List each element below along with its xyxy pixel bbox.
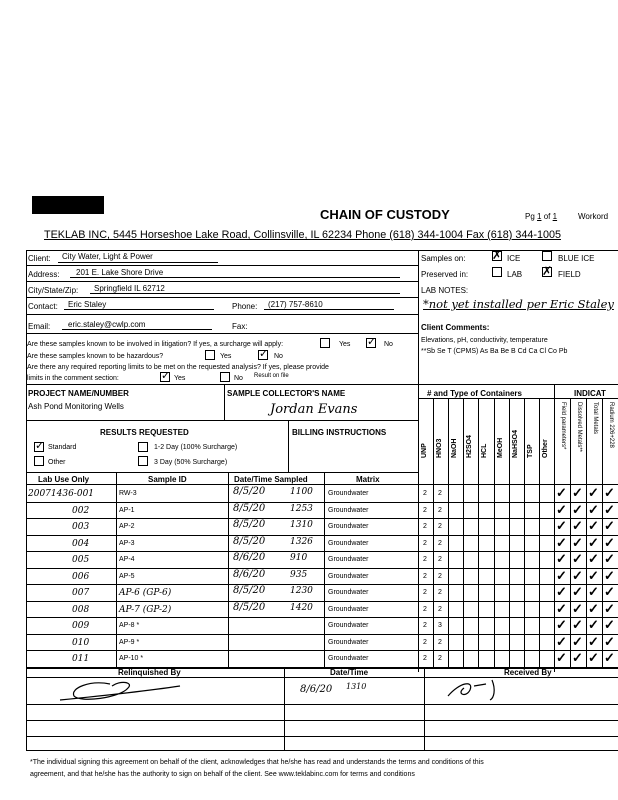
row-analysis-check: ✓ xyxy=(556,617,567,632)
row-analysis-check: ✓ xyxy=(588,633,599,649)
row-sample-id: AP-7 (GP-2) xyxy=(119,604,172,615)
row-lab-id: 006 xyxy=(72,571,90,582)
row-analysis-check: ✓ xyxy=(572,518,583,533)
row-unp-count: 2 xyxy=(423,638,427,646)
row-analysis-check: ✓ xyxy=(588,518,599,533)
collector-label: SAMPLE COLLECTOR'S NAME xyxy=(227,389,346,398)
preserved-lab-label: LAB xyxy=(507,270,523,279)
row-lab-id: 010 xyxy=(72,637,90,648)
container-col-tsp: TSP xyxy=(526,444,534,458)
row-hno3-count: 2 xyxy=(438,655,442,662)
blue-ice-label: BLUE ICE xyxy=(558,254,595,263)
row-hno3-count: 2 xyxy=(438,506,442,514)
one-two-day-label: 1-2 Day (100% Surcharge) xyxy=(154,444,238,451)
email-label: Email: xyxy=(28,322,51,331)
signature-date-time-label: Date/Time xyxy=(330,668,369,677)
litigation-question: Are these samples known to be involved in litigation? If yes, a surcharge will apply: xyxy=(27,341,284,348)
fax-label: Fax: xyxy=(232,322,248,331)
row-date: 8/5/20 xyxy=(233,486,266,497)
container-col-h2so4: H2SO4 xyxy=(466,435,474,458)
row-analysis-check: ✓ xyxy=(572,600,583,616)
client-comments-label: Client Comments: xyxy=(421,323,490,332)
analysis-col-4: Radium 226+228 xyxy=(608,402,614,448)
samples-on-label: Samples on: xyxy=(421,254,466,263)
row-analysis-check: ✓ xyxy=(572,501,583,517)
ice-check: ✗ xyxy=(492,248,503,262)
row-analysis-check: ✓ xyxy=(604,567,615,583)
col-header-date-time: Date/Time Sampled xyxy=(234,475,308,484)
hazardous-yes-checkbox[interactable] xyxy=(205,350,215,360)
row-analysis-check: ✓ xyxy=(572,534,583,550)
redaction-block xyxy=(32,196,104,214)
container-col-naoh: NaOH xyxy=(451,438,459,458)
row-matrix: Groundwater xyxy=(328,655,369,662)
lab-notes-handwriting: *not yet installed per Eric Staley xyxy=(423,297,614,311)
row-analysis-check: ✓ xyxy=(572,633,583,649)
limits-yes-check: ✓ xyxy=(161,370,171,382)
client-comments-line-2: **Sb Se T (CPMS) As Ba Be B Cd Ca Cl Co Pb xyxy=(421,348,568,355)
row-time: 1100 xyxy=(290,487,313,497)
address-label: Address: xyxy=(28,270,60,279)
row-analysis-check: ✓ xyxy=(588,534,599,550)
workorder-label: Workord xyxy=(578,212,609,221)
row-matrix: Groundwater xyxy=(328,490,369,497)
row-sample-id: AP-10 * xyxy=(119,655,144,662)
row-sample-id: AP-4 xyxy=(119,556,135,563)
row-analysis-check: ✓ xyxy=(604,501,615,517)
row-hno3-count: 2 xyxy=(438,572,442,580)
row-analysis-check: ✓ xyxy=(556,584,567,599)
row-unp-count: 2 xyxy=(423,589,427,596)
relinquished-date: 8/6/20 xyxy=(300,684,333,695)
row-date: 8/6/20 xyxy=(233,552,266,563)
three-day-label: 3 Day (50% Surcharge) xyxy=(154,459,228,466)
row-analysis-check: ✓ xyxy=(572,617,583,632)
city-state-zip-label: City/State/Zip: xyxy=(28,286,79,295)
row-lab-id: 003 xyxy=(72,522,90,532)
other-label: Other xyxy=(48,459,66,466)
collector-signature: Jordan Evans xyxy=(270,402,358,417)
container-col-hno3: HNO3 xyxy=(436,438,444,458)
project-label: PROJECT NAME/NUMBER xyxy=(28,389,129,398)
lab-notes-label: LAB NOTES: xyxy=(421,286,469,295)
one-two-day-checkbox[interactable] xyxy=(138,442,148,452)
row-lab-id: 007 xyxy=(72,588,90,598)
row-matrix: Groundwater xyxy=(328,605,369,613)
container-col-meoh: MeOH xyxy=(496,437,504,458)
footer-line-1: *The individual signing this agreement on behalf of the client, acknowledges that he/she has read and understands the terms and conditions of this xyxy=(30,759,484,766)
row-lab-id: 009 xyxy=(72,621,90,631)
row-analysis-check: ✓ xyxy=(604,600,615,616)
row-analysis-check: ✓ xyxy=(572,567,583,583)
phone-value: (217) 757-8610 xyxy=(268,300,323,309)
row-analysis-check: ✓ xyxy=(588,650,599,665)
hazardous-no-label: No xyxy=(274,353,283,360)
row-sample-id: AP-1 xyxy=(119,506,135,514)
row-time: 1253 xyxy=(290,503,313,514)
row-sample-id: AP-2 xyxy=(119,523,135,530)
row-analysis-check: ✓ xyxy=(588,567,599,583)
page-indicator: Pg 1 of 1 xyxy=(525,212,558,221)
row-sample-id: AP-6 (GP-6) xyxy=(119,588,172,598)
row-hno3-count: 2 xyxy=(438,556,442,563)
client-value: City Water, Light & Power xyxy=(62,252,153,261)
col-header-lab-use: Lab Use Only xyxy=(38,475,90,484)
container-col-other: Other xyxy=(541,439,549,458)
row-unp-count: 2 xyxy=(423,490,427,497)
litigation-no-check: ✓ xyxy=(367,336,377,348)
row-lab-id: 004 xyxy=(72,538,90,549)
row-analysis-check: ✓ xyxy=(556,534,567,550)
litigation-yes-checkbox[interactable] xyxy=(320,338,330,348)
received-signature xyxy=(440,676,520,702)
row-date: 8/5/20 xyxy=(233,519,266,530)
row-unp-count: 2 xyxy=(423,572,427,580)
row-analysis-check: ✓ xyxy=(556,600,567,616)
blue-ice-checkbox[interactable] xyxy=(542,251,552,261)
row-date: 8/5/20 xyxy=(233,601,266,613)
preserved-field-check: ✗ xyxy=(542,264,553,278)
row-time: 1230 xyxy=(290,586,313,596)
row-lab-id: 008 xyxy=(72,604,90,615)
contact-label: Contact: xyxy=(28,302,58,311)
row-hno3-count: 2 xyxy=(438,539,442,547)
contact-value: Eric Staley xyxy=(68,300,107,309)
row-matrix: Groundwater xyxy=(328,638,369,646)
row-unp-count: 2 xyxy=(423,655,427,662)
analysis-col-2: Dissolved Metals** xyxy=(576,402,582,453)
limits-no-checkbox[interactable] xyxy=(220,372,230,382)
row-analysis-check: ✓ xyxy=(556,518,567,533)
standard-label: Standard xyxy=(48,444,77,451)
row-hno3-count: 2 xyxy=(438,605,442,613)
city-state-zip-value: Springfield IL 62712 xyxy=(94,284,165,293)
row-analysis-check: ✓ xyxy=(604,534,615,550)
row-analysis-check: ✓ xyxy=(588,551,599,566)
row-unp-count: 2 xyxy=(423,539,427,547)
row-date: 8/6/20 xyxy=(233,568,266,580)
row-time: 910 xyxy=(290,553,308,563)
row-time: 1326 xyxy=(290,536,313,547)
row-hno3-count: 2 xyxy=(438,638,442,646)
row-matrix: Groundwater xyxy=(328,622,369,629)
row-analysis-check: ✓ xyxy=(556,501,567,517)
row-analysis-check: ✓ xyxy=(588,485,599,500)
row-analysis-check: ✓ xyxy=(588,600,599,616)
row-time: 935 xyxy=(290,569,308,580)
containers-header: # and Type of Containers xyxy=(427,389,522,398)
limits-yes-label: Yes xyxy=(174,375,186,382)
ice-label: ICE xyxy=(507,254,521,263)
row-analysis-check: ✓ xyxy=(604,617,615,632)
reporting-limits-question: Are there any required reporting limits to be met on the requested analysis? If yes, please provide xyxy=(27,364,329,371)
relinquished-signature xyxy=(50,678,200,704)
row-matrix: Groundwater xyxy=(328,572,369,580)
row-unp-count: 2 xyxy=(423,556,427,563)
row-sample-id: AP-8 * xyxy=(119,622,140,629)
container-col-hcl: HCL xyxy=(481,443,489,458)
row-analysis-check: ✓ xyxy=(556,650,567,665)
row-hno3-count: 2 xyxy=(438,523,442,530)
address-value: 201 E. Lake Shore Drive xyxy=(76,268,164,277)
row-unp-count: 2 xyxy=(423,622,427,629)
hazardous-question: Are these samples known to be hazardous? xyxy=(27,353,164,360)
lab-address-line: TEKLAB INC, 5445 Horseshoe Lake Road, Collinsville, IL 62234 Phone (618) 344-1004 Fax (618) 344-1005 xyxy=(44,229,561,241)
litigation-no-label: No xyxy=(384,341,393,348)
hazardous-no-check: ✓ xyxy=(259,348,269,360)
phone-label: Phone: xyxy=(232,302,258,311)
hazardous-yes-label: Yes xyxy=(220,353,232,360)
billing-instructions-label: BILLING INSTRUCTIONS xyxy=(292,428,387,437)
other-checkbox[interactable] xyxy=(34,456,44,466)
row-unp-count: 2 xyxy=(423,506,427,514)
row-analysis-check: ✓ xyxy=(604,551,615,566)
container-col-nahso4: NaHSO4 xyxy=(511,429,519,458)
row-analysis-check: ✓ xyxy=(588,501,599,517)
row-matrix: Groundwater xyxy=(328,539,369,547)
row-hno3-count: 3 xyxy=(438,622,442,629)
row-analysis-check: ✓ xyxy=(604,518,615,533)
row-lab-id: 002 xyxy=(72,505,90,516)
row-lab-id: 005 xyxy=(72,555,90,565)
relinquished-by-label: Relinquished By xyxy=(118,668,181,677)
row-date: 8/5/20 xyxy=(233,535,266,547)
preserved-in-label: Preserved in: xyxy=(421,270,469,279)
row-hno3-count: 2 xyxy=(438,490,442,497)
limits-note: Result on file xyxy=(254,373,289,379)
row-sample-id: AP-9 * xyxy=(119,638,140,646)
three-day-checkbox[interactable] xyxy=(138,456,148,466)
row-sample-id: AP-3 xyxy=(119,539,135,547)
row-analysis-check: ✓ xyxy=(556,551,567,566)
footer-line-2: agreement, and that he/she has the authority to sign on behalf of the client. See www.teklabinc.com for terms and conditions xyxy=(30,771,415,778)
analysis-col-1: Field parameters* xyxy=(560,402,566,450)
col-header-matrix: Matrix xyxy=(356,475,380,484)
row-date: 8/5/20 xyxy=(233,502,266,514)
row-matrix: Groundwater xyxy=(328,523,369,530)
form-title: CHAIN OF CUSTODY xyxy=(320,207,450,222)
row-analysis-check: ✓ xyxy=(588,617,599,632)
preserved-field-label: FIELD xyxy=(558,270,581,279)
limits-no-label: No xyxy=(234,375,243,382)
row-matrix: Groundwater xyxy=(328,556,369,563)
row-sample-id: AP-5 xyxy=(119,572,135,580)
col-header-sample-id: Sample ID xyxy=(148,475,187,484)
relinquished-time: 1310 xyxy=(346,682,367,691)
row-analysis-check: ✓ xyxy=(604,584,615,599)
client-label: Client: xyxy=(28,254,51,263)
row-analysis-check: ✓ xyxy=(556,485,567,500)
row-analysis-check: ✓ xyxy=(572,650,583,665)
row-time: 1420 xyxy=(290,602,313,613)
row-time: 1310 xyxy=(290,520,313,530)
row-hno3-count: 2 xyxy=(438,589,442,596)
preserved-lab-checkbox[interactable] xyxy=(492,267,502,277)
row-matrix: Groundwater xyxy=(328,506,369,514)
row-unp-count: 2 xyxy=(423,605,427,613)
received-by-label: Received By xyxy=(504,668,552,677)
indicate-header: INDICAT xyxy=(574,389,606,398)
row-unp-count: 2 xyxy=(423,523,427,530)
container-col-unp: UNP xyxy=(421,443,428,458)
row-lab-id: 20071436-001 xyxy=(28,489,95,499)
row-analysis-check: ✓ xyxy=(604,633,615,649)
row-analysis-check: ✓ xyxy=(572,551,583,566)
row-sample-id: RW-3 xyxy=(119,490,137,497)
row-analysis-check: ✓ xyxy=(556,633,567,649)
standard-check: ✓ xyxy=(35,440,45,452)
row-analysis-check: ✓ xyxy=(572,584,583,599)
row-analysis-check: ✓ xyxy=(604,485,615,500)
row-date: 8/5/20 xyxy=(233,585,266,596)
analysis-col-3: Total Metals xyxy=(592,402,598,435)
results-requested-label: RESULTS REQUESTED xyxy=(100,428,189,437)
row-analysis-check: ✓ xyxy=(604,650,615,665)
row-lab-id: 011 xyxy=(72,654,90,664)
email-value: eric.staley@cwlp.com xyxy=(68,320,146,329)
client-comments-line-1: Elevations, pH, conductivity, temperature xyxy=(421,337,548,344)
project-value: Ash Pond Monitoring Wells xyxy=(28,402,124,411)
reporting-limits-question-2: limits in the comment section: xyxy=(27,375,119,382)
row-matrix: Groundwater xyxy=(328,589,369,596)
litigation-yes-label: Yes xyxy=(339,341,351,348)
row-analysis-check: ✓ xyxy=(556,567,567,583)
row-analysis-check: ✓ xyxy=(572,485,583,500)
row-analysis-check: ✓ xyxy=(588,584,599,599)
